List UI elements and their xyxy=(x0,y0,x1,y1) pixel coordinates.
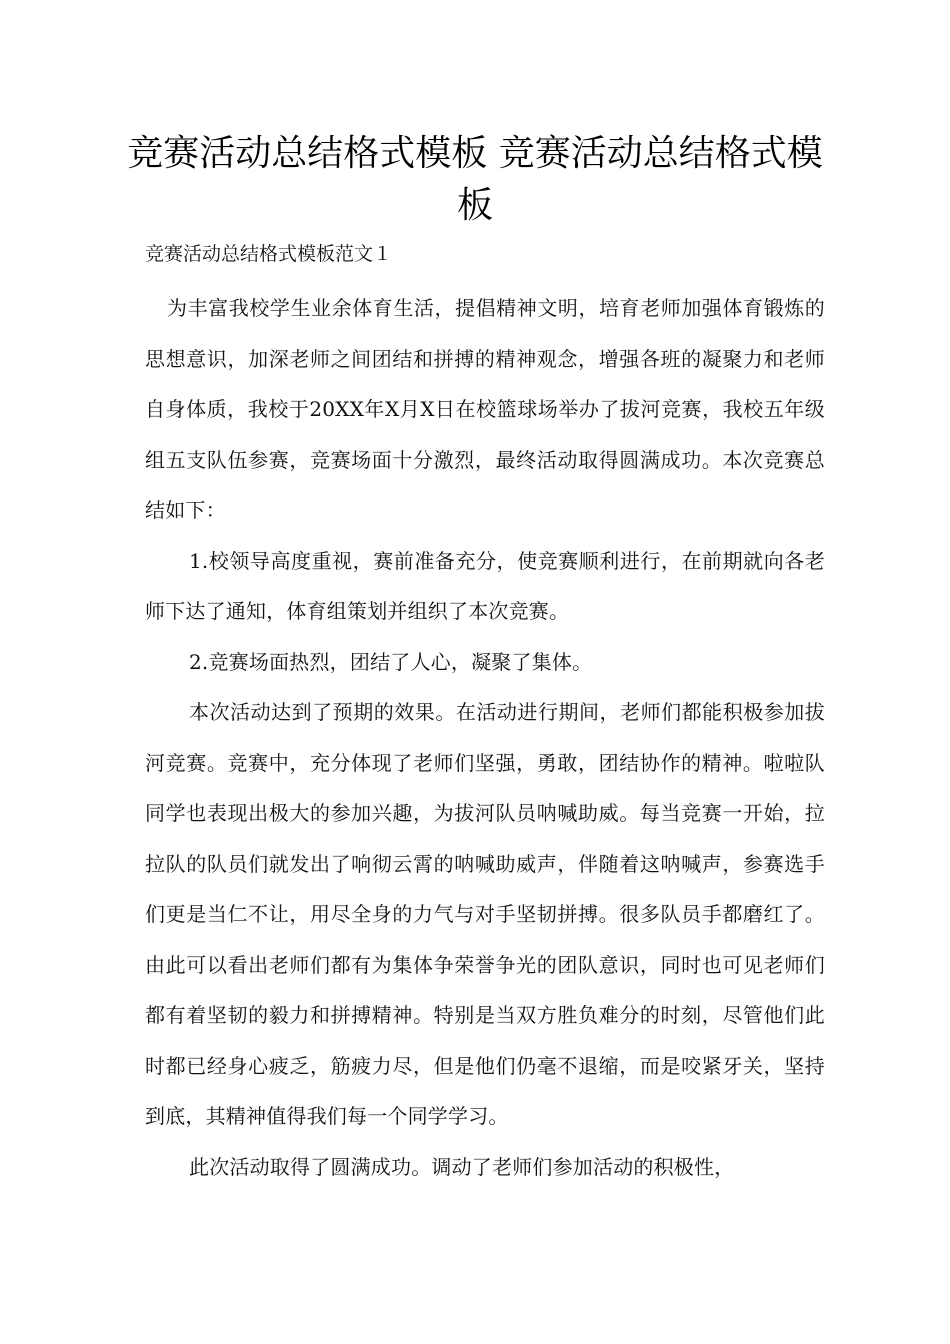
paragraph-success: 此次活动取得了圆满成功。调动了老师们参加活动的积极性， xyxy=(189,1154,735,1179)
paragraph-point-2: 2.竞赛场面热烈，团结了人心，凝聚了集体。 xyxy=(189,649,593,674)
document-title: 竞赛活动总结格式模板 竞赛活动总结格式模板 xyxy=(127,133,823,226)
document-subtitle: 竞赛活动总结格式模板范文１ xyxy=(145,243,393,265)
document-body xyxy=(145,283,825,1192)
paragraph-effect: 本次活动达到了预期的效果。在活动进行期间，老师们都能积极参加拔河竞赛。竞赛中，充分体现了老师们坚强，勇敢，团结协作的精神。啦啦队同学也表现出极大的参加兴趣，为拔河队员呐喊助威。每当竞赛一开始，拉拉队的队员们就发出了响彻云霄的呐喊助威声，伴随着这呐喊声，参赛选手们更是当仁不让，用尽全身的力气与对手坚韧拼搏。很多队员手都磨红了。由此可以看出老师们都有为集体争荣誉争光的团队意识，同时也可见老师们都有着坚韧的毅力和拼搏精神。特别是当双方胜负难分的时刻，尽管他们此时都已经身心疲乏，筋疲力尽，但是他们仍毫不退缩，而是咬紧牙关，坚持到底，其精神值得我们每一个同学学习。 xyxy=(145,700,825,1128)
paragraph-intro: 为丰富我校学生业余体育生活，提倡精神文明，培育老师加强体育锻炼的思想意识，加深老师之间团结和拼搏的精神观念，增强各班的凝聚力和老师自身体质，我校于20XX年X月X日在校篮球场举办了拔河竞赛，我校五年级组五支队伍参赛，竞赛场面十分激烈，最终活动取得圆满成功。本次竞赛总结如下： xyxy=(145,296,825,522)
paragraph-point-1: 1.校领导高度重视，赛前准备充分，使竞赛顺利进行，在前期就向各老师下达了通知，体育组策划并组织了本次竞赛。 xyxy=(145,548,825,623)
